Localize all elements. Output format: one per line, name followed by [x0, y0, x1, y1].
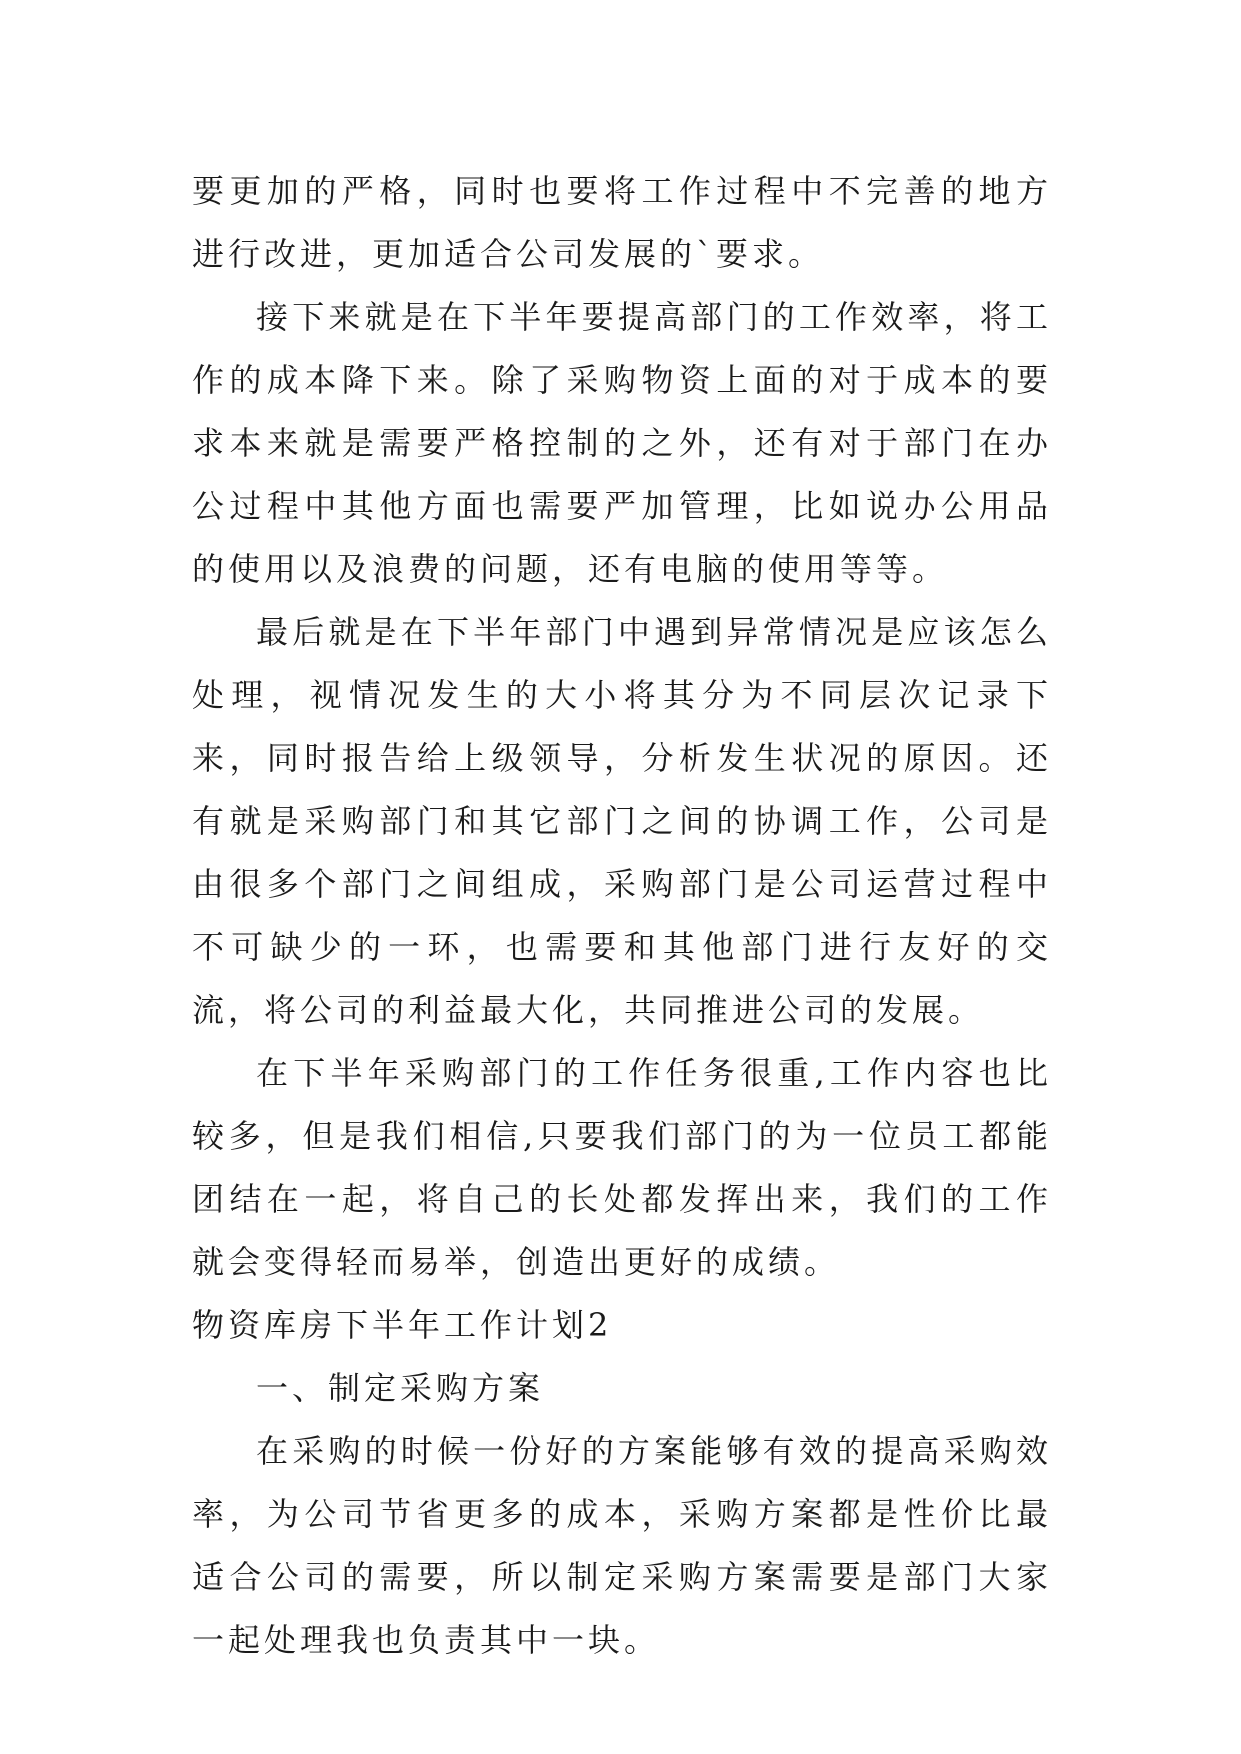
subsection-title: 一、制定采购方案 — [256, 1369, 545, 1407]
paragraph-efficiency: 接下来就是在下半年要提高部门的工作效率，将工作的成本降下来。除了采购物资上面的对于成本的要求本来就是需要严格控制的之外，还有对于部门在办公过程中其他方面也需要严加管理，比如说办公用品的使用以及浪费的问题，还有电脑的使用等等。 — [192, 298, 1052, 588]
paragraph-continuation: 要更加的严格，同时也要将工作过程中不完善的地方进行改进，更加适合公司发展的`要求。 — [192, 172, 1052, 273]
section-title: 物资库房下半年工作计划2 — [192, 1306, 613, 1344]
paragraph-exceptions: 最后就是在下半年部门中遇到异常情况是应该怎么处理，视情况发生的大小将其分为不同层次记录下来，同时报告给上级领导，分析发生状况的原因。还有就是采购部门和其它部门之间的协调工作，公司是由很多个部门之间组成，采购部门是公司运营过程中不可缺少的一环，也需要和其他部门进行友好的交流，将公司的利益最大化，共同推进公司的发展。 — [192, 613, 1052, 1029]
document-body — [192, 160, 1052, 1672]
paragraph-procurement-plan: 在采购的时候一份好的方案能够有效的提高采购效率，为公司节省更多的成本，采购方案都是性价比最适合公司的需要，所以制定采购方案需要是部门大家一起处理我也负责其中一块。 — [192, 1432, 1052, 1659]
paragraph-conclusion: 在下半年采购部门的工作任务很重,工作内容也比较多，但是我们相信,只要我们部门的为一位员工都能团结在一起，将自己的长处都发挥出来，我们的工作就会变得轻而易举，创造出更好的成绩。 — [192, 1054, 1052, 1281]
